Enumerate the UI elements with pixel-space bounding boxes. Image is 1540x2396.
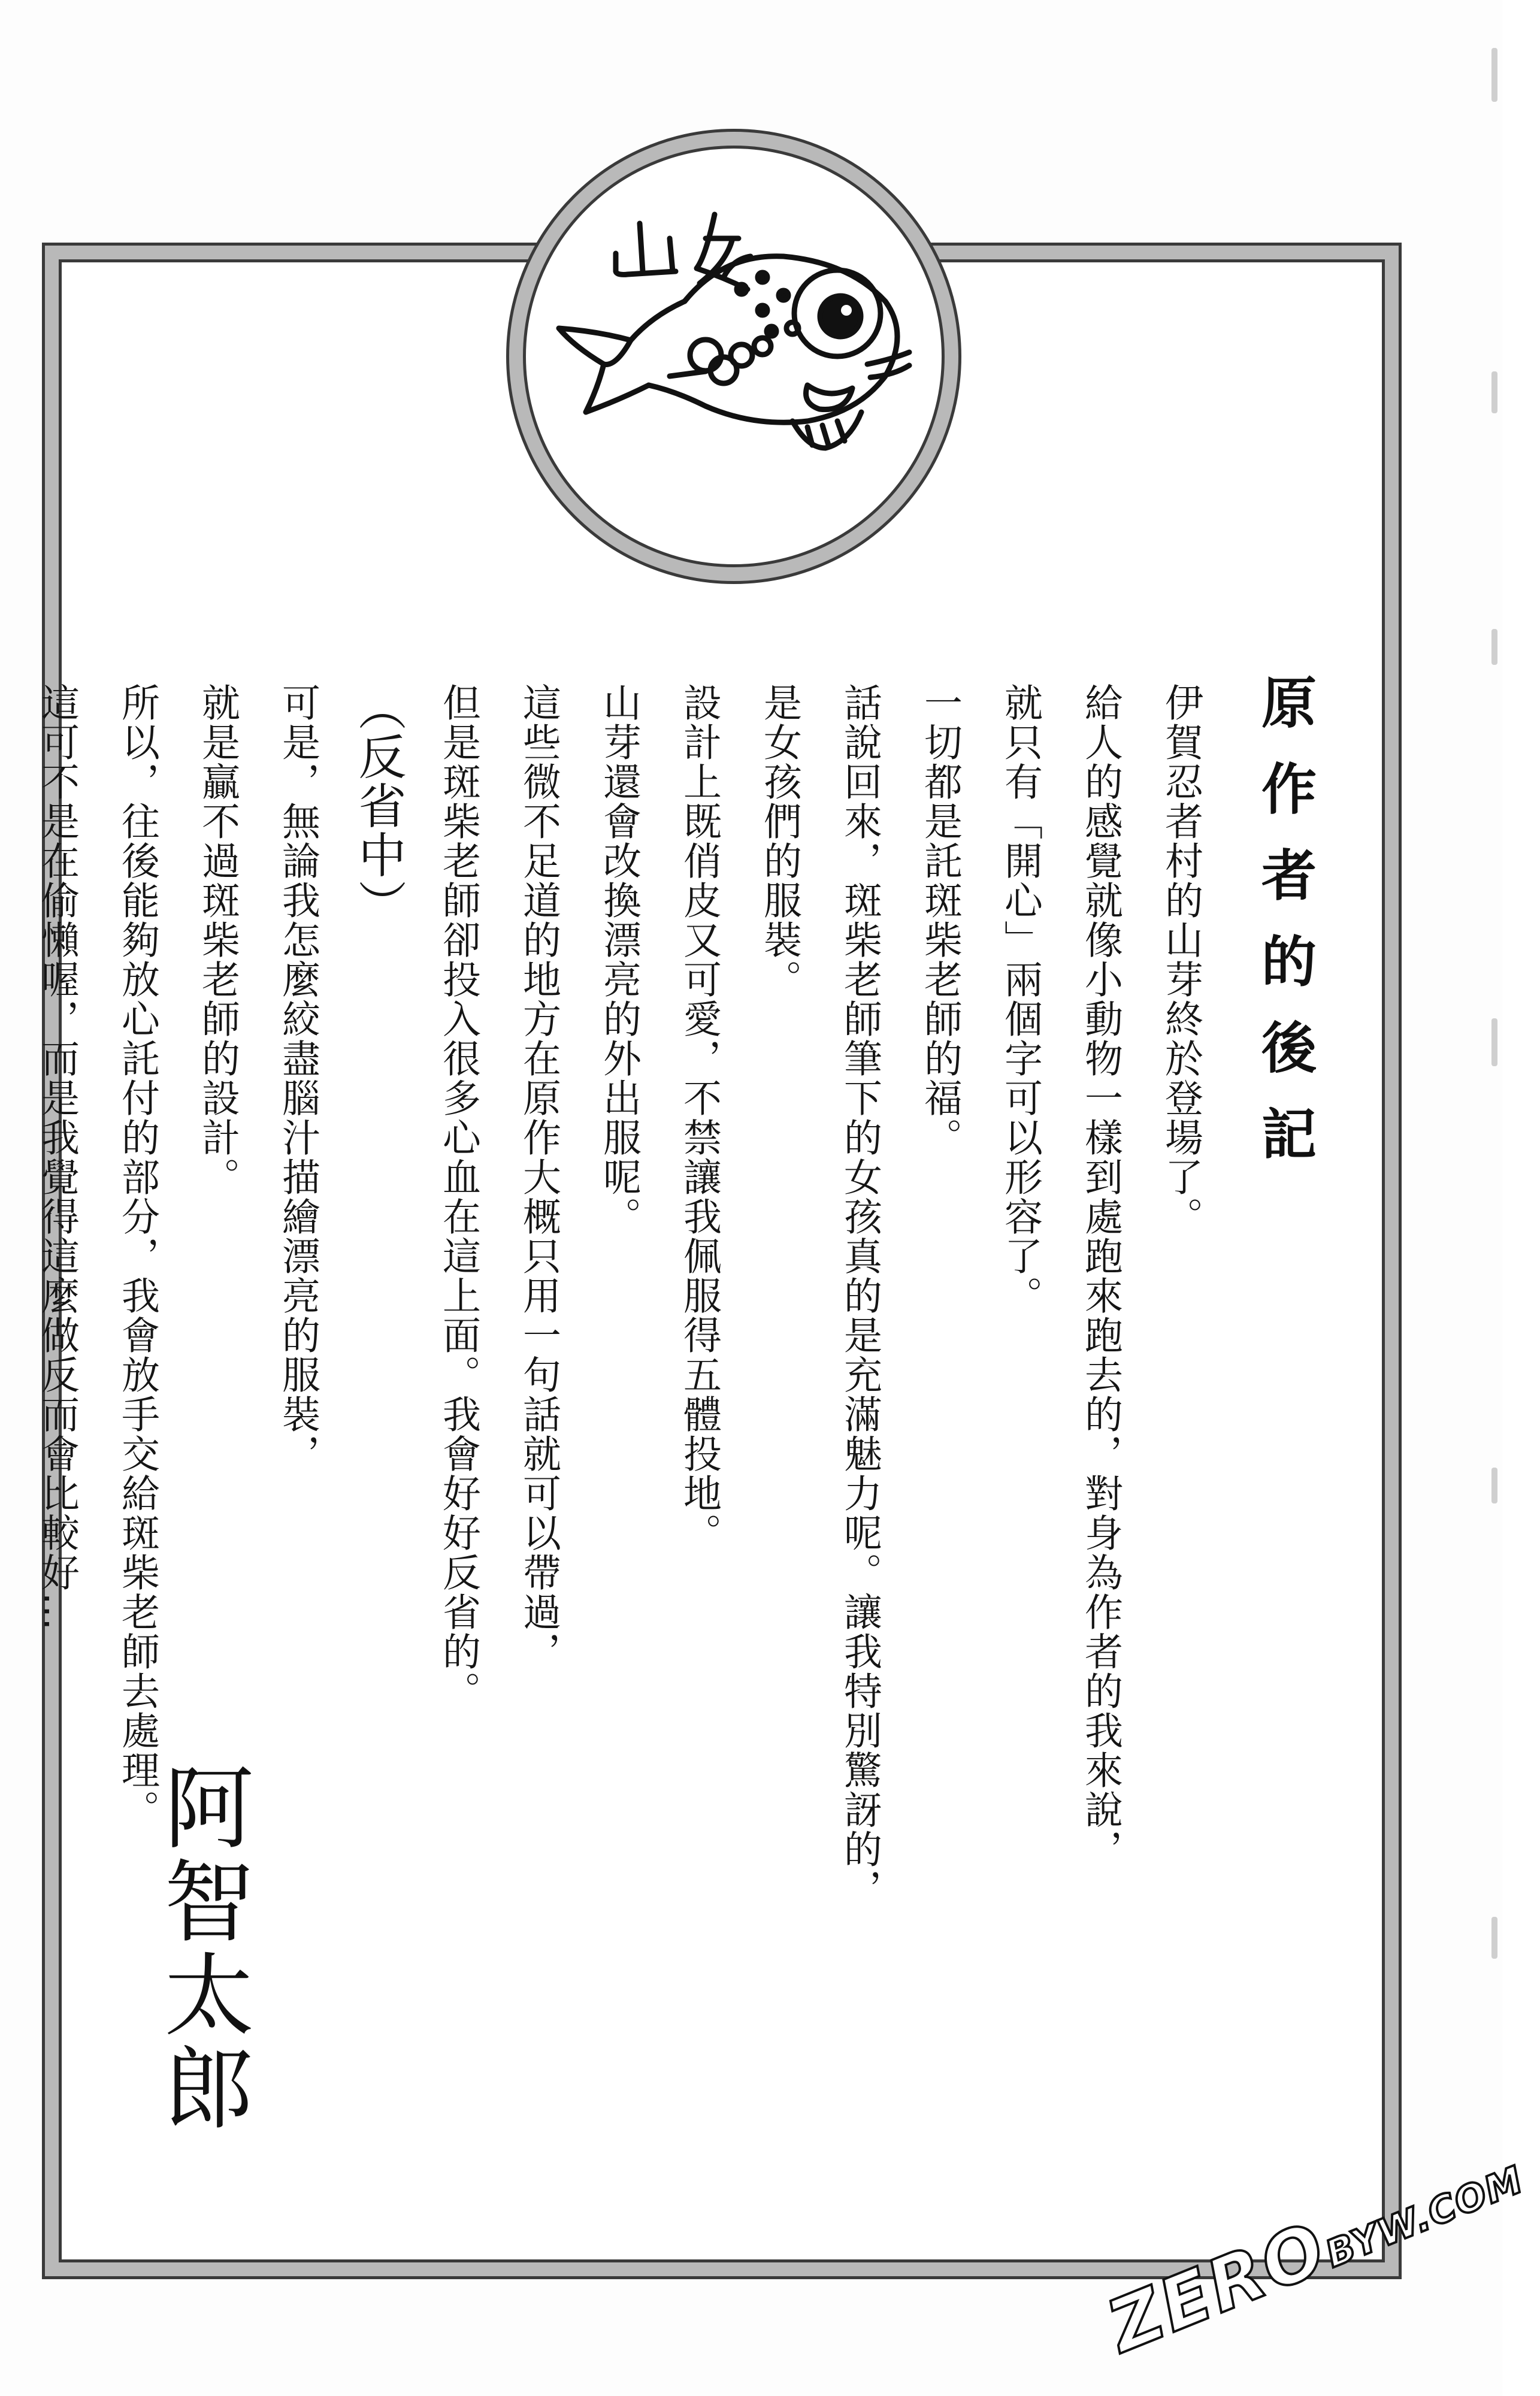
watermark-main: ZERO [1097, 2206, 1339, 2369]
paragraph-8: 這些微不足道的地方在原作大概只用一句話就可以帶過， [516, 683, 561, 1671]
page-edge-mark [1491, 1018, 1497, 1066]
paragraph-9: 但是斑柴老師卻投入很多心血在這上面。我會好好反省的。 [436, 683, 480, 1711]
emblem-circle [523, 146, 945, 567]
paragraph-11: 可是，無論我怎麼絞盡腦汁描繪漂亮的服裝， [276, 683, 320, 1474]
paragraph-6: 設計上既俏皮又可愛，不禁讓我佩服得五體投地。 [677, 683, 721, 1553]
afterword-heading: 原作者的後記 [1252, 674, 1317, 1191]
watermark-suffix: BYW.COM [1319, 2157, 1530, 2276]
paragraph-5: 話說回來，斑柴老師筆下的女孩真的是充滿魅力呢。讓我特別驚訝的，是女孩們的服裝。 [757, 683, 882, 1908]
page-edge-mark [1491, 1468, 1497, 1503]
page-edge-mark [1491, 48, 1497, 102]
page-edge-mark [1491, 371, 1497, 413]
emblem-lettering [616, 214, 748, 289]
afterword-body [0, 683, 1221, 1941]
paragraph-12: 就是贏不過斑柴老師的設計。 [195, 683, 240, 1197]
paragraph-1: 伊賀忍者村的山芽終於登場了。 [1158, 683, 1203, 1236]
paragraph-2: 給人的感覺就像小動物一樣到處跑來跑去的，對身為作者的我來說， [1078, 683, 1123, 1869]
paragraph-15 [0, 683, 17, 1941]
fish-mascot-icon [526, 149, 948, 570]
paragraph-14: 這可不是在偷懶喔，而是我覺得這麼做反而會比較好… [35, 683, 79, 1632]
paragraph-7: 山芽還會改換漂亮的外出服呢。 [597, 683, 641, 1236]
author-signature: 阿智太郎 [149, 1761, 253, 2135]
paragraph-3: 就只有「開心」兩個字可以形容了。 [998, 683, 1042, 1315]
paragraph-13: 所以，往後能夠放心託付的部分，我會放手交給斑柴老師去處理。 [115, 683, 159, 1829]
page-edge-mark [1491, 1917, 1497, 1959]
page-edge-mark [1491, 629, 1497, 665]
paragraph-reflection-note: （反省中） [350, 683, 406, 928]
paragraph-4: 一切都是託斑柴老師的福。 [918, 683, 962, 1157]
